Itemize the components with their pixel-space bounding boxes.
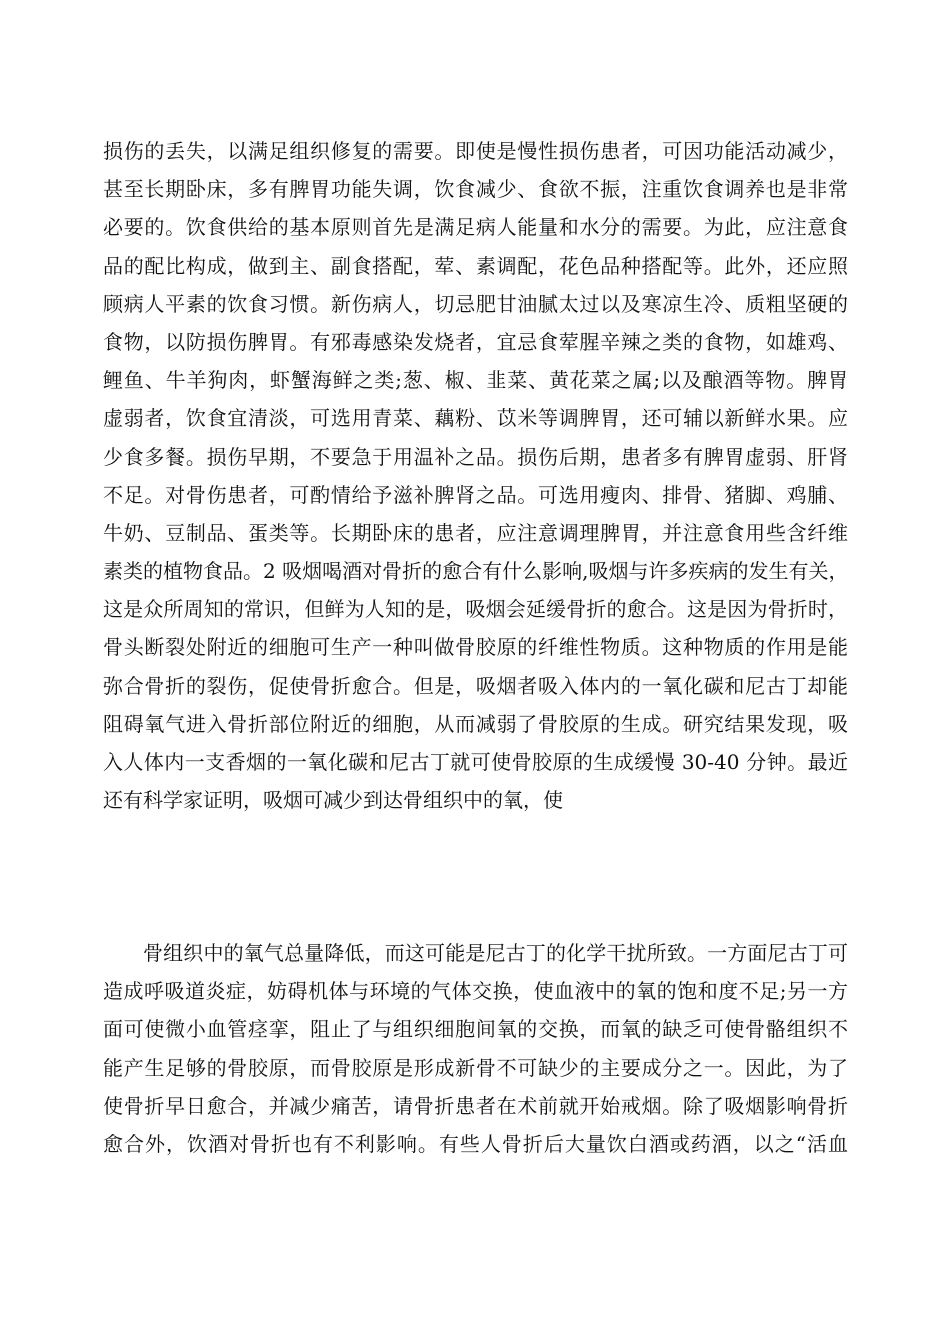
paragraph-line: 面可使微小血管痉挛，阻止了与组织细胞间氧的交换，而氧的缺乏可使骨骼组织不	[103, 1017, 848, 1042]
paragraph-line: 素类的植物食品。2 吸烟喝酒对骨折的愈合有什么影响,吸烟与许多疾病的发生有关，	[103, 559, 848, 584]
paragraph-line: 食物，以防损伤脾胃。有邪毒感染发烧者，宜忌食荤腥辛辣之类的食物，如雄鸡、	[103, 329, 848, 354]
paragraph-line: 骨头断裂处附近的细胞可生产一种叫做骨胶原的纤维性物质。这种物质的作用是能	[103, 635, 848, 660]
paragraph-line: 阻碍氧气进入骨折部位附近的细胞，从而减弱了骨胶原的生成。研究结果发现，吸	[103, 711, 848, 736]
paragraph-line: 损伤的丢失，以满足组织修复的需要。即使是慢性损伤患者，可因功能活动减少，	[103, 139, 848, 163]
paragraph-line: 不足。对骨伤患者，可酌情给予滋补脾肾之品。可选用瘦肉、排骨、猪脚、鸡脯、	[103, 482, 848, 507]
paragraph-line: 甚至长期卧床，多有脾胃功能失调，饮食减少、食欲不振，注重饮食调养也是非常	[103, 177, 848, 202]
paragraph-line: 鲤鱼、牛羊狗肉，虾蟹海鲜之类;葱、椒、韭菜、黄花菜之属;以及酿酒等物。脾胃	[103, 368, 848, 393]
paragraph-line: 愈合外，饮酒对骨折也有不利影响。有些人骨折后大量饮白酒或药酒，以之“活血	[103, 1131, 848, 1156]
paragraph-line: 骨组织中的氧气总量降低，而这可能是尼古丁的化学干扰所致。一方面尼古丁可	[143, 941, 848, 965]
paragraph-line: 造成呼吸道炎症，妨碍机体与环境的气体交换，使血液中的氧的饱和度不足;另一方	[103, 979, 848, 1004]
paragraph-line: 入人体内一支香烟的一氧化碳和尼古丁就可使骨胶原的生成缓慢 30-40 分钟。最近	[103, 750, 848, 774]
paragraph-line: 虚弱者，饮食宜清淡，可选用青菜、藕粉、苡米等调脾胃，还可辅以新鲜水果。应	[103, 406, 848, 431]
paragraph-line: 使骨折早日愈合，并减少痛苦，请骨折患者在术前就开始戒烟。除了吸烟影响骨折	[103, 1093, 848, 1118]
paragraph-1	[103, 132, 848, 819]
paragraph-line: 品的配比构成，做到主、副食搭配，荤、素调配，花色品种搭配等。此外，还应照	[103, 253, 848, 278]
paragraph-line: 少食多餐。损伤早期，不要急于用温补之品。损伤后期，患者多有脾胃虚弱、肝肾	[103, 444, 848, 469]
paragraph-line: 还有科学家证明，吸烟可减少到达骨组织中的氧，使	[103, 788, 563, 813]
paragraph-line: 顾病人平素的饮食习惯。新伤病人，切忌肥甘油腻太过以及寒凉生冷、质粗坚硬的	[103, 291, 848, 316]
paragraph-2	[103, 934, 848, 1163]
paragraph-line: 这是众所周知的常识，但鲜为人知的是，吸烟会延缓骨折的愈合。这是因为骨折时，	[103, 597, 848, 622]
paragraph-line: 能产生足够的骨胶原，而骨胶原是形成新骨不可缺少的主要成分之一。因此，为了	[103, 1055, 848, 1080]
paragraph-line: 牛奶、豆制品、蛋类等。长期卧床的患者，应注意调理脾胃，并注意食用些含纤维	[103, 520, 848, 545]
paragraph-line: 必要的。饮食供给的基本原则首先是满足病人能量和水分的需要。为此，应注意食	[103, 215, 848, 240]
paragraph-line: 弥合骨折的裂伤，促使骨折愈合。但是，吸烟者吸入体内的一氧化碳和尼古丁却能	[103, 673, 848, 698]
